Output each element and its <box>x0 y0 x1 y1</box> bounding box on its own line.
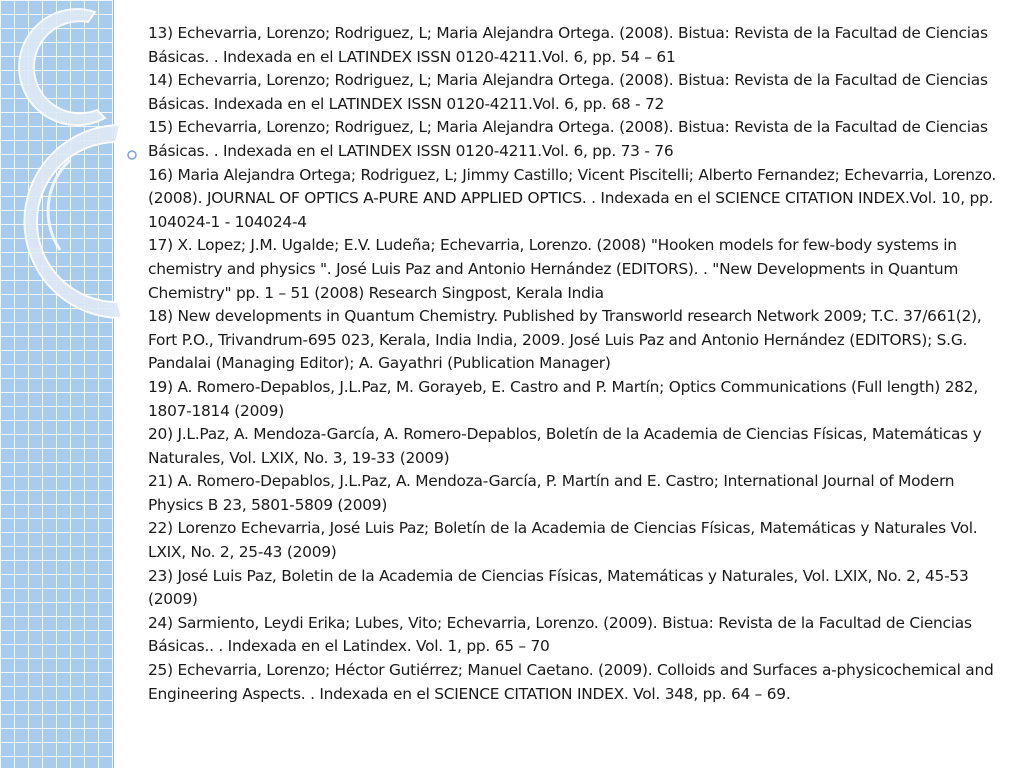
reference-item: 18) New developments in Quantum Chemistry. Published by Transworld research Network 2009; T.C. 37/661(2), Fort P.O., Trivandrum-695 023, Kerala, India India, 2009. José Luis Paz and Antonio Hernández (EDITORS); S.G. Pandalai (Managing Editor); A. Gayathri (Publication Manager) <box>148 307 982 373</box>
reference-item: 23) José Luis Paz, Boletin de la Academia de Ciencias Físicas, Matemáticas y Naturales, Vol. LXIX, No. 2, 45-53 (2009) <box>148 566 969 609</box>
reference-item: 24) Sarmiento, Leydi Erika; Lubes, Vito; Echevarria, Lorenzo. (2009). Bistua: Revista de la Facultad de Ciencias Básicas.. . Indexada en el Latindex. Vol. 1, pp. 65 – 70 <box>148 613 972 656</box>
reference-item: 17) X. Lopez; J.M. Ugalde; E.V. Ludeña; Echevarria, Lorenzo. (2008) "Hooken models for few-body systems in chemistry and physics ". José Luis Paz and Antonio Hernández (EDITORS). . "New Developments in Quantum Chemistry" pp. 1 – 51 (2008) Research Singpost, Kerala India <box>148 236 959 302</box>
reference-item: 16) Maria Alejandra Ortega; Rodriguez, L; Jimmy Castillo; Vicent Piscitelli; Alberto Fernandez; Echevarria, Lorenzo. (2008). JOURNAL OF OPTICS A-PURE AND APPLIED OPTICS. . Indexada en el SCIENCE CITATION INDEX.Vol. 10, pp. 104024-1 - 104024-4 <box>148 165 997 231</box>
upper-ring-arc <box>19 9 105 125</box>
reference-item: 19) A. Romero-Depablos, J.L.Paz, M. Gorayeb, E. Castro and P. Martín; Optics Communications (Full length) 282, 1807-1814 (2009) <box>148 377 978 420</box>
reference-item: 13) Echevarria, Lorenzo; Rodriguez, L; Maria Alejandra Ortega. (2008). Bistua: Revista de la Facultad de Ciencias Básicas. . Indexada en el LATINDEX ISSN 0120-4211.Vol. 6, pp. 54 – 61 <box>148 24 988 66</box>
reference-item: 21) A. Romero-Depablos, J.L.Paz, A. Mendoza-García, P. Martín and E. Castro; International Journal of Modern Physics B 23, 5801-5809 (2009) <box>148 472 955 514</box>
bullet-dot-icon <box>128 151 136 159</box>
reference-item: 15) Echevarria, Lorenzo; Rodriguez, L; Maria Alejandra Ortega. (2008). Bistua: Revista de la Facultad de Ciencias Básicas. . Indexada en el LATINDEX ISSN 0120-4211.Vol. 6, pp. 73 - 76 <box>148 118 988 160</box>
decorative-rings <box>0 0 160 330</box>
reference-item: 22) Lorenzo Echevarria, José Luis Paz; Boletín de la Academia de Ciencias Físicas, Matemáticas y Naturales Vol. LXIX, No. 2, 25-43 (2009) <box>148 519 978 562</box>
reference-item: 20) J.L.Paz, A. Mendoza-García, A. Romero-Depablos, Boletín de la Academia de Ciencias Físicas, Matemáticas y Naturales, Vol. LXIX, No. 3, 19-33 (2009) <box>148 425 982 467</box>
references-list <box>148 22 998 706</box>
reference-item: 14) Echevarria, Lorenzo; Rodriguez, L; Maria Alejandra Ortega. (2008). Bistua: Revista de la Facultad de Ciencias Básicas. Indexada en el LATINDEX ISSN 0120-4211.Vol. 6, pp. 68 - 72 <box>148 71 988 113</box>
reference-item: 25) Echevarria, Lorenzo; Héctor Gutiérrez; Manuel Caetano. (2009). Colloids and Surfaces a-physicochemical and Engineering Aspects. . Indexada en el SCIENCE CITATION INDEX. Vol. 348, pp. 64 – 69. <box>148 661 994 703</box>
lower-ring-arc <box>24 125 122 318</box>
